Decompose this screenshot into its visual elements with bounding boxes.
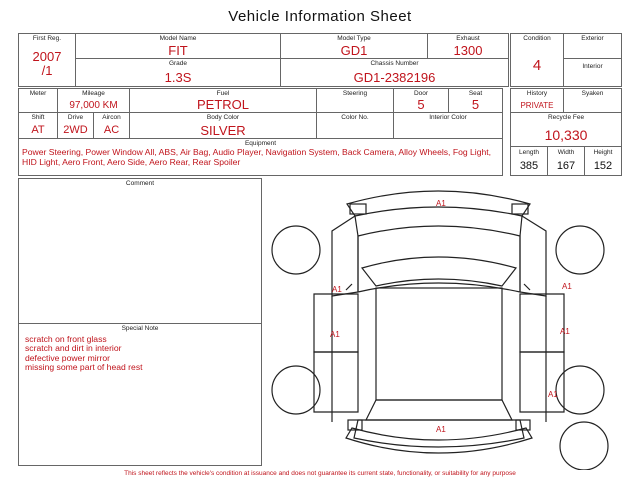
comment-label: Comment bbox=[125, 180, 155, 187]
seat-value: 5 bbox=[471, 97, 480, 112]
grade-label: Grade bbox=[168, 60, 188, 67]
history-label: History bbox=[526, 90, 548, 97]
drive-label: Drive bbox=[67, 114, 84, 121]
wheel-front-left bbox=[272, 226, 320, 274]
shift-label: Shift bbox=[31, 114, 45, 121]
special-note-list bbox=[25, 335, 143, 372]
body-color-cell bbox=[129, 112, 317, 139]
height-value: 152 bbox=[593, 160, 613, 172]
spare-tire bbox=[560, 422, 608, 470]
special-note-line: scratch and dirt in interior bbox=[25, 343, 122, 354]
model-type-value: GD1 bbox=[340, 43, 368, 58]
steering-label: Steering bbox=[342, 90, 368, 97]
model-name-cell bbox=[75, 33, 281, 59]
mirror-right bbox=[524, 284, 530, 290]
fuel-value: PETROL bbox=[196, 97, 249, 112]
grade-cell bbox=[75, 58, 281, 87]
fuel-cell bbox=[129, 88, 317, 113]
recycle-fee-cell bbox=[510, 112, 622, 147]
left-front-door bbox=[314, 294, 358, 352]
chassis-number-value: GD1-2382196 bbox=[353, 70, 436, 85]
history-cell bbox=[510, 88, 564, 113]
interior-label: Interior bbox=[582, 63, 603, 70]
door-cell bbox=[393, 88, 449, 113]
equipment-text: Power Steering, Power Window All, ABS, Air Bag, Audio Player, Navigation System, Back Camera, Alloy Wheels, Fog Light, HID Light, Aero Front, Aero Side, Aero Rear, Rear Spoiler bbox=[22, 147, 492, 167]
drive-value: 2WD bbox=[63, 124, 88, 136]
exhaust-label: Exhaust bbox=[456, 35, 480, 42]
interior-color-cell bbox=[393, 112, 503, 139]
steering-cell bbox=[316, 88, 394, 113]
front-grille-right bbox=[512, 204, 528, 214]
model-type-cell bbox=[280, 33, 428, 59]
wheel-rear-left bbox=[272, 366, 320, 414]
length-label: Length bbox=[519, 149, 539, 156]
hood-left bbox=[332, 216, 358, 296]
hood-right bbox=[520, 216, 546, 296]
wheel-front-right bbox=[556, 226, 604, 274]
condition-value: 4 bbox=[532, 57, 542, 74]
left-rear-door bbox=[314, 352, 358, 412]
width-label: Width bbox=[557, 149, 575, 156]
wheel-rear-right bbox=[556, 366, 604, 414]
fuel-label: Fuel bbox=[216, 90, 230, 97]
first-reg-label: First Reg. bbox=[32, 35, 62, 42]
height-label: Height bbox=[593, 149, 613, 156]
syaken-cell bbox=[563, 88, 622, 113]
chassis-number-label: Chassis Number bbox=[370, 60, 419, 67]
door-value: 5 bbox=[417, 97, 425, 112]
model-type-label: Model Type bbox=[337, 35, 371, 42]
equipment-label: Equipment bbox=[244, 140, 277, 147]
shift-value: AT bbox=[31, 124, 45, 136]
model-name-label: Model Name bbox=[159, 35, 197, 42]
disclaimer-footer: This sheet reflects the vehicle's condition at issuance and does not guarantee its current state, functionality, or suitability for any purpose bbox=[124, 470, 516, 477]
exhaust-cell bbox=[427, 33, 509, 59]
aircon-label: Aircon bbox=[102, 114, 121, 121]
chassis-number-cell bbox=[280, 58, 509, 87]
exterior-label: Exterior bbox=[581, 35, 604, 42]
damage-mark-rear-right: A1 bbox=[548, 390, 558, 399]
length-value: 385 bbox=[519, 160, 539, 172]
roof bbox=[376, 288, 502, 400]
rear-window bbox=[366, 400, 512, 420]
special-note-line: scratch on front glass bbox=[25, 334, 107, 344]
equipment-cell bbox=[18, 138, 503, 176]
recycle-fee-value: 10,330 bbox=[544, 127, 588, 143]
door-label: Door bbox=[413, 90, 429, 97]
condition-label: Condition bbox=[523, 35, 551, 42]
shift-cell bbox=[18, 112, 58, 139]
special-note-line: defective power mirror bbox=[25, 352, 111, 363]
aircon-value: AC bbox=[103, 124, 120, 136]
body-color-value: SILVER bbox=[200, 123, 246, 138]
color-no-label: Color No. bbox=[341, 114, 369, 121]
sheet-title: Vehicle Information Sheet bbox=[228, 8, 412, 25]
condition-cell bbox=[510, 33, 564, 87]
mirror-left bbox=[346, 284, 352, 290]
windshield bbox=[362, 257, 516, 286]
first-reg-value: 2007 /1 bbox=[32, 49, 62, 78]
mileage-label: Mileage bbox=[82, 90, 105, 97]
right-front-door bbox=[520, 294, 564, 352]
exhaust-value: 1300 bbox=[453, 43, 483, 58]
grade-value: 1.3S bbox=[164, 70, 192, 85]
damage-mark-right-door: A1 bbox=[560, 327, 570, 336]
interior-cell bbox=[563, 58, 622, 87]
damage-mark-left-front: A1 bbox=[332, 285, 342, 294]
history-value: PRIVATE bbox=[520, 101, 554, 110]
special-note-box bbox=[18, 323, 262, 466]
syaken-label: Syaken bbox=[581, 90, 604, 97]
seat-cell bbox=[448, 88, 503, 113]
mileage-cell bbox=[57, 88, 130, 113]
special-note-line: missing some part of head rest bbox=[25, 361, 143, 372]
length-cell bbox=[510, 146, 548, 176]
drive-cell bbox=[57, 112, 94, 139]
damage-mark-rear: A1 bbox=[436, 425, 446, 434]
hood bbox=[358, 226, 520, 292]
damage-mark-right-front: A1 bbox=[562, 282, 572, 291]
meter-label: Meter bbox=[29, 90, 47, 97]
comment-box bbox=[18, 178, 262, 324]
interior-color-label: Interior Color bbox=[429, 114, 467, 121]
height-cell bbox=[584, 146, 622, 176]
exterior-cell bbox=[563, 33, 622, 59]
recycle-fee-label: Recycle Fee bbox=[547, 114, 585, 121]
seat-label: Seat bbox=[468, 90, 483, 97]
aircon-cell bbox=[93, 112, 130, 139]
damage-mark-front: A1 bbox=[436, 199, 446, 208]
mileage-value: 97,000 KM bbox=[69, 100, 118, 111]
special-note-label: Special Note bbox=[121, 325, 159, 332]
color-no-cell bbox=[316, 112, 394, 139]
width-value: 167 bbox=[556, 160, 576, 172]
damage-mark-left-door: A1 bbox=[330, 330, 340, 339]
meter-cell bbox=[18, 88, 58, 113]
width-cell bbox=[547, 146, 585, 176]
first-reg-cell bbox=[18, 33, 76, 87]
body-color-label: Body Color bbox=[206, 114, 240, 121]
model-name-value: FIT bbox=[168, 43, 188, 58]
